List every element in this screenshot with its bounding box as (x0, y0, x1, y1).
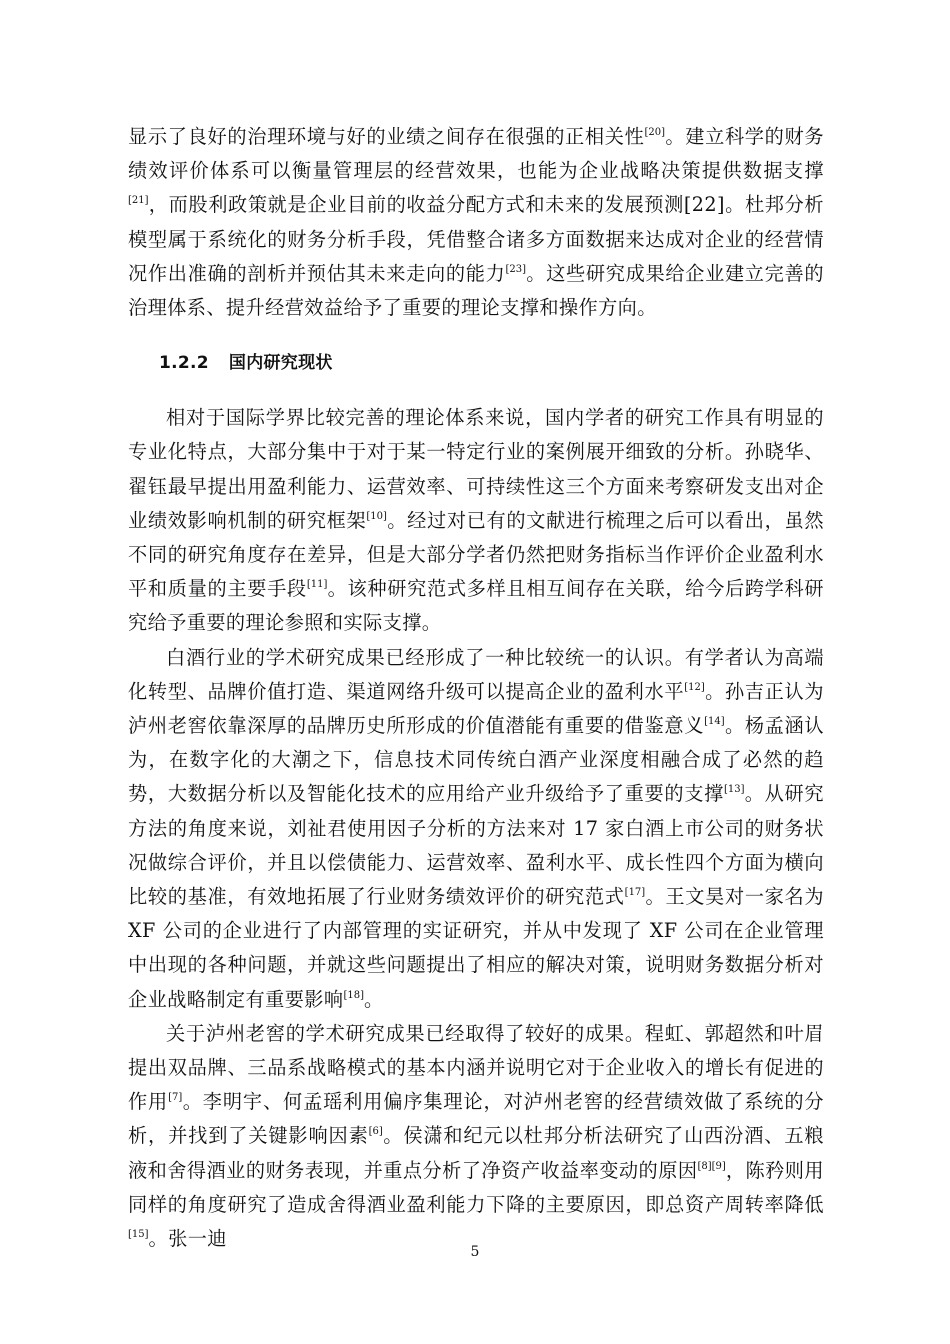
citation: [8][9] (697, 1160, 726, 1172)
text: ，而股利政策就是企业目前的收益分配方式和未来的发展预测[22]。杜邦分析模型属于系统化的财务分析手段，凭借整合诸多方面数据来达成对企业的经营情况作出准确的剖析并预估其未来走向的能力 (128, 193, 824, 285)
text: 。经过对已有的文献进行梳理之后可以看出，虽然不同的研究角度存在差异，但是大部分学者仍然把财务指标当作评价企业盈利水平和质量的主要手段 (128, 508, 824, 601)
paragraph-1 (128, 120, 824, 325)
citation: [21] (128, 195, 149, 207)
text: 。 (364, 987, 384, 1011)
page-number: 5 (470, 1244, 480, 1260)
text: 。王文昊对一家名为 XF 公司的企业进行了内部管理的实证研究，并从中发现了 XF 公司在企业管理中出现的各种问题，并就这些问题提出了相应的解决对策，说明财务数据分析对企业战略制定有重要影响 (128, 885, 825, 1011)
citation: [7] (168, 1092, 183, 1104)
paragraph-2 (128, 401, 824, 640)
citation: [15] (128, 1229, 149, 1241)
citation: [14] (704, 716, 725, 728)
citation: [23] (505, 263, 526, 275)
text: 显示了良好的治理环境与好的业绩之间存在很强的正相关性 (128, 125, 645, 148)
paragraph-3 (128, 641, 824, 1017)
text: 。建立科学的财务绩效评价体系可以衡量管理层的经营效果，也能为企业战略决策提供数据支撑 (128, 125, 824, 183)
citation: [11] (306, 579, 328, 591)
section-number: 1.2.2 (159, 353, 209, 374)
citation: [17] (624, 887, 646, 899)
text: 。李明宇、何孟瑶利用偏序集理论，对泸州老窖的经营绩效做了系统的分析，并找到了关键影响因素 (128, 1090, 824, 1148)
text: 白酒行业的学术研究成果已经形成了一种比较统一的认识。有学者认为高端化转型、品牌价值打造、渠道网络升级可以提高企业的盈利水平 (128, 645, 824, 703)
text: 。杨孟涵认为，在数字化的大潮之下，信息技术同传统白酒产业深度相融合成了必然的趋势，大数据分析以及智能化技术的应用给产业升级给予了重要的支撑 (128, 714, 825, 806)
text: 关于泸州老窖的学术研究成果已经取得了较好的成果。程虹、郭超然和叶眉提出双品牌、三品系战略模式的基本内涵并说明它对于企业收入的增长有促进的作用 (128, 1021, 824, 1114)
citation: [12] (684, 681, 705, 693)
paragraph-4 (128, 1017, 824, 1256)
text: 。侯潇和纪元以杜邦分析法研究了山西汾酒、五粮液和舍得酒业的财务表现，并重点分析了净资产收益率变动的原因 (128, 1124, 824, 1182)
section-heading (159, 347, 824, 379)
citation: [13] (724, 784, 745, 796)
text: 。孙吉正认为泸州老窖依靠深厚的品牌历史所形成的价值潜能有重要的借鉴意义 (128, 679, 824, 738)
text: 。张一迪 (148, 1227, 227, 1251)
text: 。这些研究成果给企业建立完善的治理体系、提升经营效益给予了重要的理论支撑和操作方向。 (128, 261, 824, 320)
document-body (128, 120, 824, 1256)
text: ，陈矜则用同样的角度研究了造成舍得酒业盈利能力下降的主要原因，即总资产周转率降低 (128, 1158, 824, 1216)
text: 。从研究方法的角度来说，刘祉君使用因子分析的方法来对 17 家白酒上市公司的财务状况做综合评价，并且以偿债能力、运营效率、盈利水平、成长性四个方面为横向比较的基准，有效地拓展了行业财务绩效评价的研究范式 (128, 782, 824, 909)
citation: [6] (368, 1126, 383, 1138)
citation: [10] (366, 510, 387, 522)
citation: [18] (343, 989, 364, 1001)
citation: [20] (644, 127, 666, 138)
section-title: 国内研究现状 (228, 353, 333, 374)
text: 。该种研究范式多样且相互间存在关联，给今后跨学科研究给予重要的理论参照和实际支撑。 (128, 577, 825, 635)
text: 相对于国际学界比较完善的理论体系来说，国内学者的研究工作具有明显的专业化特点，大部分集中于对于某一特定行业的案例展开细致的分析。孙晓华、翟钰最早提出用盈利能力、运营效率、可持续性这三个方面来考察研发支出对企业绩效影响机制的研究框架 (128, 406, 824, 532)
